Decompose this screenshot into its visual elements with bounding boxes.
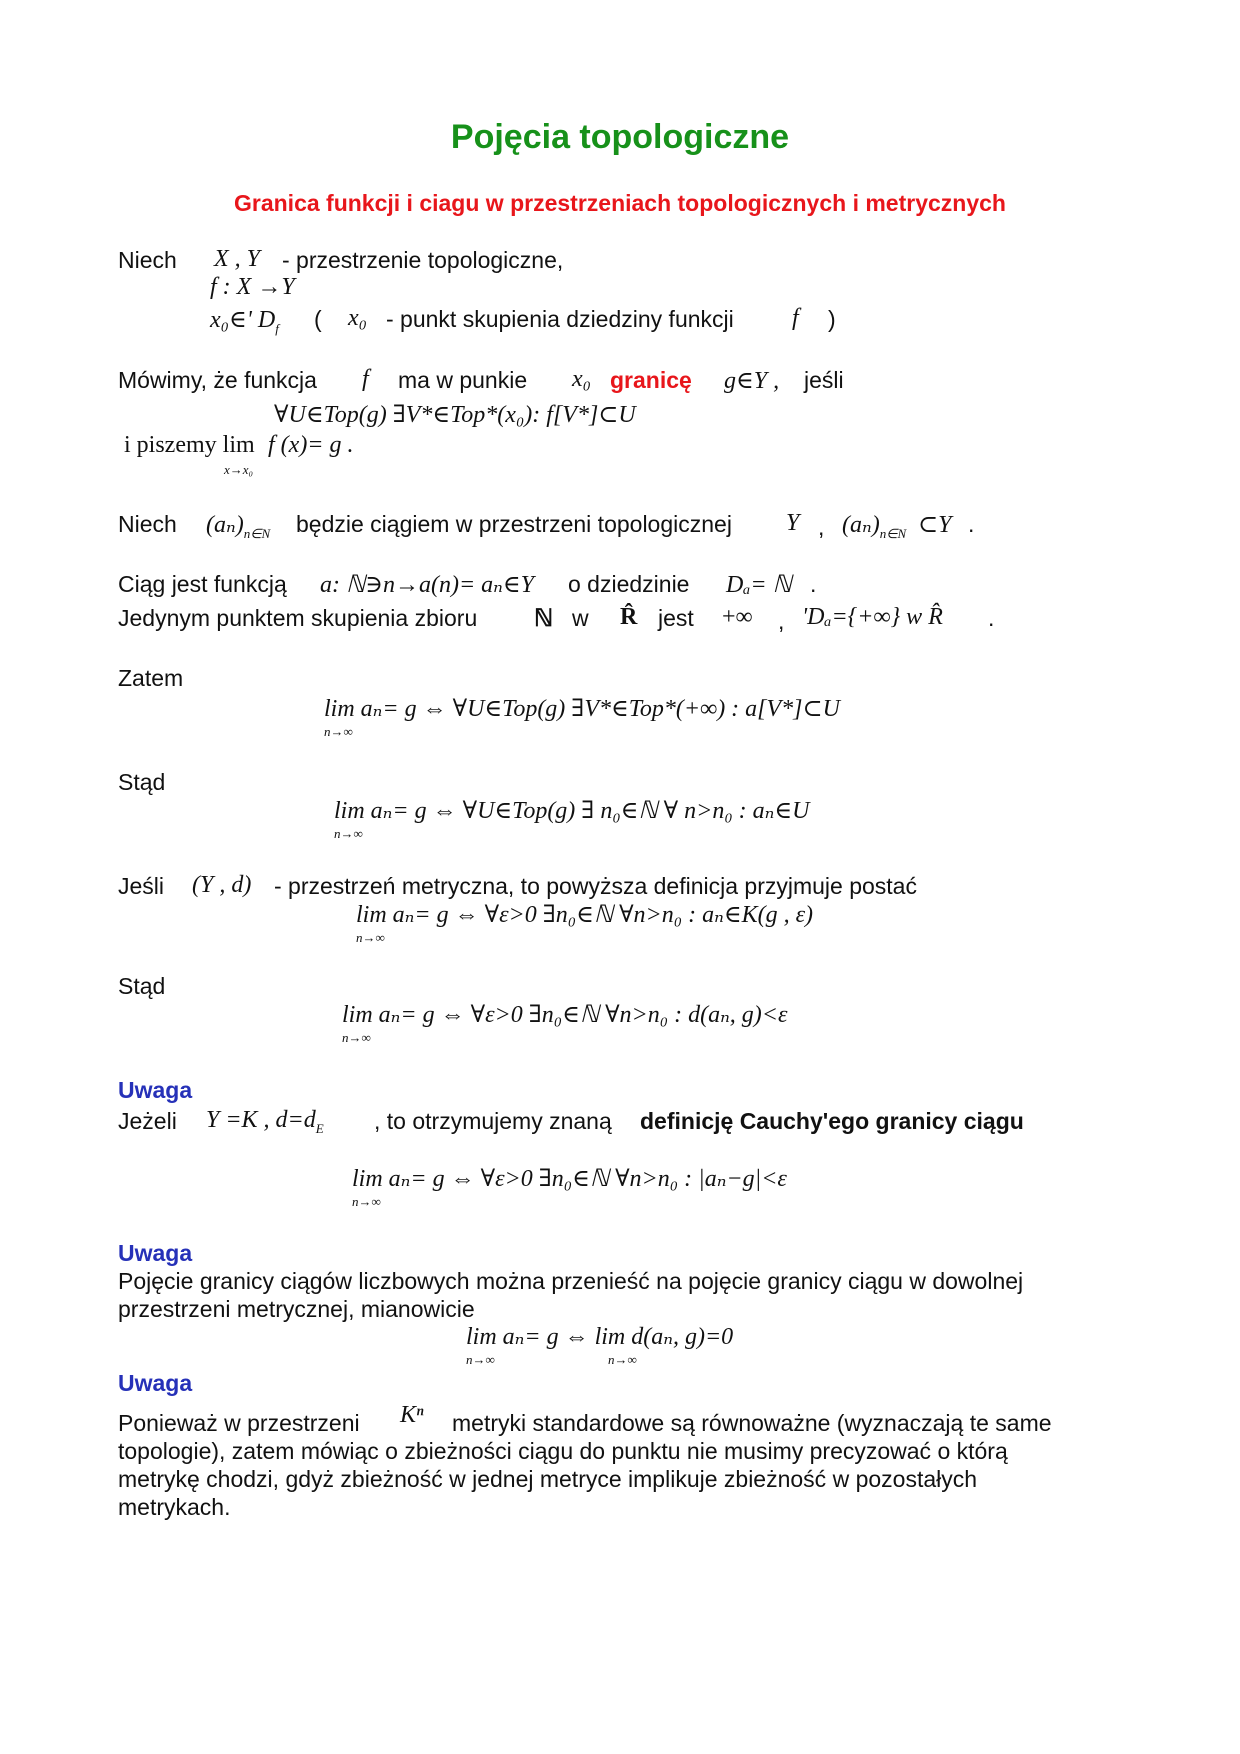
math-g-in-y: g∈Y , [724,368,780,394]
lim-subscript: n→∞ [324,724,353,739]
word-jest: jest [658,605,694,631]
term-cauchy: definicję Cauchy'ego granicy ciągu [640,1108,1024,1134]
math-kn: Kⁿ [400,1402,424,1428]
text-metric-desc: - przestrzeń metryczna, to powyższa definicja przyjmuje postać [274,873,917,899]
dot: . [968,511,975,537]
math-yd: (Y , d) [192,872,252,898]
text-jesli: jeśli [804,367,844,393]
formula-metric: lim aₙ= g ⇔ ∀ε>0 ∃n₀∈ℕ ∀n>n₀ : aₙ∈K(g , ε) [356,902,814,928]
text-line: metryki standardowe są równoważne (wyznaczają te same [452,1410,1052,1436]
paren-open: ( [314,306,322,332]
math-an: $(a_n)_{n\in N}$ [206,512,271,541]
math-da2: 'Dₐ={+∞} w R̂ [802,604,943,630]
lim-subscript: n→∞ [608,1352,637,1367]
word-jezeli: Jeżeli [118,1108,177,1134]
formula-stad-2: lim aₙ= g ⇔ ∀ε>0 ∃n₀∈ℕ ∀n>n₀ : d(aₙ, g)<ε [342,1002,788,1028]
math-an2: $(a_n)_{n\in N}$ [842,512,907,541]
math-f: f [792,305,799,331]
formula-granica: ∀U∈Top(g) ∃V*∈Top*(x₀): f[V*]⊂U [274,402,636,428]
comma: , [778,608,785,634]
dot: . [988,605,995,631]
text-line: Ponieważ w przestrzeni [118,1410,360,1436]
formula-piszemy: f (x)= g . [268,432,354,458]
text-ciag-desc: będzie ciągiem w przestrzeni topologicznej [296,511,732,537]
formula-zatem: lim aₙ= g ⇔ ∀U∈Top(g) ∃V*∈Top*(+∞) : a[V*]⊂U [324,696,840,722]
word-stad: Stąd [118,769,166,795]
math-subset-y: ⊂Y [918,512,952,538]
math-N: ℕ [534,606,554,632]
remark-label: Uwaga [118,1240,193,1266]
math-y: Y [786,510,800,536]
math-cond: Y =K , $d=d_E$ [206,1107,324,1136]
text-line: metrykę chodzi, gdyż zbieżność w jednej metryce implikuje zbieżność w pozostałych [118,1466,978,1492]
word-zatem: Zatem [118,665,184,691]
math-x0-in: x₀∈' $D_f$ [210,307,279,336]
lim-subscript: n→∞ [342,1030,371,1045]
text-line: przestrzeni metrycznej, mianowicie [118,1296,475,1322]
lim-subscript: n→∞ [334,826,363,841]
comma: , [818,514,825,540]
paren-close: ) [828,306,836,332]
text-ciag-funkcja: Ciąg jest funkcją [118,571,287,597]
math-Rhat: R̂ [620,604,638,630]
lim-subscript: n→∞ [352,1194,381,1209]
math-xy: X , Y [214,246,261,272]
math-ciag-func: a: ℕ∋n→a(n)= aₙ∈Y [320,572,534,598]
formula-cauchy: lim aₙ= g ⇔ ∀ε>0 ∃n₀∈ℕ ∀n>n₀ : |aₙ−g|<ε [352,1166,787,1192]
formula-metric-limit: lim aₙ= g ⇔ lim d(aₙ, g)=0 [466,1324,734,1350]
word-w: w [572,605,589,631]
text-xy-desc: - przestrzenie topologiczne, [282,247,564,273]
text-dziedzinie: o dziedzinie [568,571,690,597]
word-stad: Stąd [118,973,166,999]
text-cauchy-intro: , to otrzymujemy znaną [374,1108,612,1134]
math-pinf: +∞ [722,604,753,630]
text-line: metrykach. [118,1494,231,1520]
text-x0-desc: - punkt skupienia dziedziny funkcji [386,306,734,332]
text-line: topologie), zatem mówiąc o zbieżności ciągu do punktu nie musimy precyzować o którą [118,1438,1008,1464]
lim-subscript: n→∞ [466,1352,495,1367]
math-f-map: f : X →Y [210,274,295,300]
math-f: f [362,366,369,392]
remark-label: Uwaga [118,1370,193,1396]
dot: . [810,571,817,597]
page-subtitle: Granica funkcji i ciagu w przestrzeniach topologicznych i metrycznych [234,190,1006,216]
remark-label: Uwaga [118,1077,193,1103]
text-ma: ma w punkie [398,367,528,393]
term-granice: granicę [610,367,692,393]
word-niech: Niech [118,247,177,273]
math-x0: x₀ [572,366,591,392]
page-title: Pojęcia topologiczne [450,118,790,156]
math-da: Dₐ= ℕ [726,572,792,598]
text-piszemy: i piszemy lim [124,432,255,458]
word-jesli: Jeśli [118,873,165,899]
formula-stad-1: lim aₙ= g ⇔ ∀U∈Top(g) ∃ n₀∈ℕ ∀ n>n₀ : aₙ∈U [334,798,810,824]
lim-subscript: n→∞ [356,930,385,945]
math-x0: x₀ [348,305,367,331]
text-line: Pojęcie granicy ciągów liczbowych można przenieść na pojęcie granicy ciągu w dowolnej [118,1268,1024,1294]
text-jedynym: Jedynym punktem skupienia zbioru [118,605,478,631]
word-niech: Niech [118,511,177,537]
text-mowimy: Mówimy, że funkcja [118,367,317,393]
lim-subscript: x→x₀ [224,462,254,477]
